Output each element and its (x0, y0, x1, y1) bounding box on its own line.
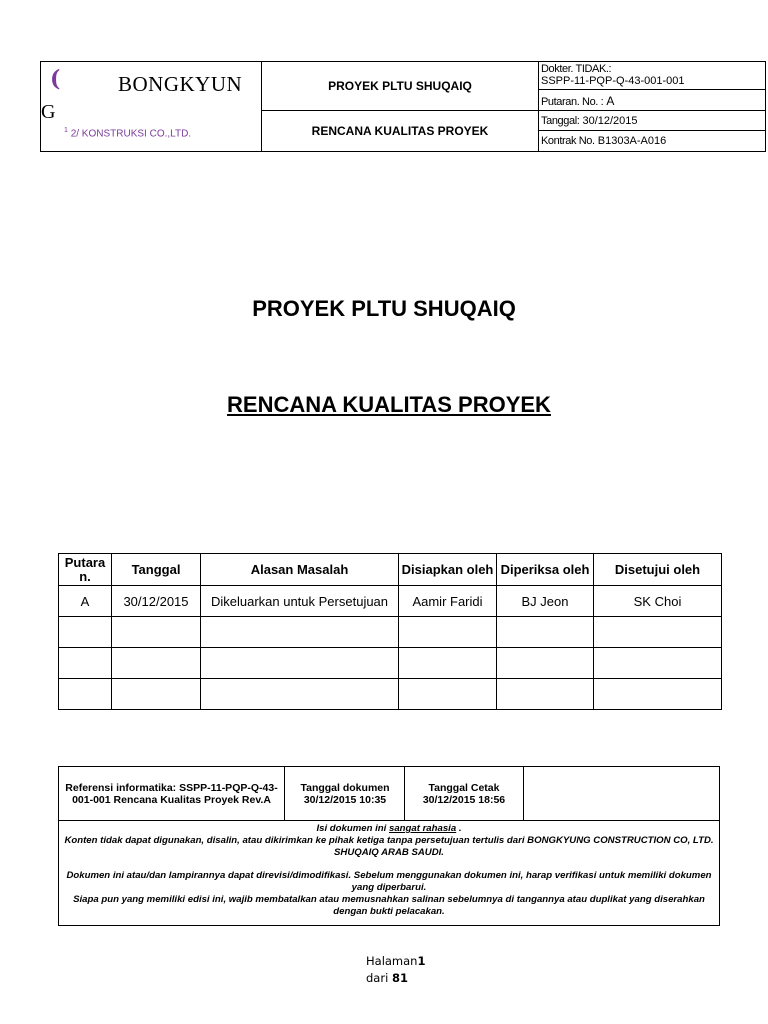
contract-row (539, 132, 765, 151)
page-number: 1 (417, 954, 426, 968)
cell-date (112, 679, 201, 710)
logo-bracket: ( (50, 66, 61, 92)
cell-reason (201, 679, 399, 710)
doc-number-label: Dokter. TIDAK.: (541, 63, 612, 75)
empty-cell (524, 767, 719, 820)
header-plan-title: RENCANA KUALITAS PROYEK (311, 124, 489, 138)
cell-approved: SK Choi (594, 586, 722, 617)
revision-table (58, 553, 722, 710)
page-title: PROYEK PLTU SHUQAIQ (252, 296, 516, 321)
cell-approved (594, 617, 722, 648)
date-row (539, 112, 765, 131)
confidentiality-notes (59, 823, 719, 918)
cell-prepared (399, 648, 497, 679)
print-date-label: Tanggal Cetak (428, 781, 500, 794)
note-prefix: Isi dokumen ini (316, 823, 387, 834)
doc-info-cell (539, 62, 765, 151)
cell-prepared: Aamir Faridi (399, 586, 497, 617)
cell-checked (497, 648, 594, 679)
logo-sub-sup: 1 (64, 127, 68, 134)
table-row (59, 586, 722, 617)
cell-revision (59, 617, 112, 648)
cell-revision (59, 679, 112, 710)
page-label: Halaman (366, 954, 418, 968)
note-usage: Konten tidak dapat digunakan, disalin, atau dikirimkan ke pihak ketiga tanpa persetujuan tertulis dari BONGKYUNG CONSTRUCTION CO, LTD. SHUQAIQ ARAB SAUDI. (64, 835, 714, 858)
print-date-cell (405, 767, 524, 820)
revision-header-row (59, 554, 722, 586)
cell-reason (201, 617, 399, 648)
doc-number-row (539, 62, 765, 90)
print-date-value: 30/12/2015 18:56 (422, 793, 506, 806)
col-header-revision: Putara n. (59, 554, 112, 586)
cell-prepared (399, 617, 497, 648)
doc-date-label: Tanggal dokumen (300, 781, 390, 794)
cell-checked (497, 617, 594, 648)
title-cell (262, 62, 539, 151)
cell-reason (201, 648, 399, 679)
date-label: Tanggal: (541, 115, 580, 127)
note-revision: Dokumen ini atau/dan lampirannya dapat direvisi/dimodifikasi. Sebelum menggunakan dokumen ini, harap verifikasi untuk memiliki dokumen yang diperbarui. (66, 870, 712, 893)
logo-cell (41, 62, 262, 151)
informatics-reference: Referensi informatika: SSPP-11-PQP-Q-43-001-001 Rencana Kualitas Proyek Rev.A (59, 767, 285, 820)
revision-value: A (606, 94, 615, 108)
note-emphasis: sangat rahasia (388, 823, 457, 834)
note-copies: Siapa pun yang memiliki edisi ini, wajib membatalkan atau memusnahkan salinan sebelumnya di tangannya atau duplikat yang diserahkan dengan bukti pelacakan. (73, 894, 705, 917)
cell-revision (59, 648, 112, 679)
logo-sub-text: 2/ KONSTRUKSI CO.,LTD. (70, 128, 192, 140)
doc-number-value: SSPP-11-PQP-Q-43-001-001 (541, 75, 685, 87)
col-header-prepared: Disiapkan oleh (399, 554, 497, 586)
cell-date (112, 648, 201, 679)
page-footer (366, 953, 426, 987)
doc-date-value: 30/12/2015 10:35 (303, 793, 387, 806)
reference-box (58, 766, 720, 926)
cell-approved (594, 679, 722, 710)
col-header-checked: Diperiksa oleh (497, 554, 594, 586)
total-pages: 81 (391, 971, 408, 985)
col-header-approved: Disetujui oleh (594, 554, 722, 586)
header-project-title: PROYEK PLTU SHUQAIQ (262, 62, 538, 111)
col-header-reason: Alasan Masalah (201, 554, 399, 586)
logo-company-name: BONGKYUN (118, 72, 243, 96)
cell-checked (497, 679, 594, 710)
reference-top-row (59, 767, 719, 821)
date-value: 30/12/2015 (582, 115, 638, 127)
cell-date (112, 617, 201, 648)
table-row (59, 679, 722, 710)
revision-row (539, 91, 765, 111)
document-header (40, 61, 766, 152)
cell-approved (594, 648, 722, 679)
revision-label: Putaran. No. : (541, 96, 604, 108)
note-suffix: . (458, 823, 462, 834)
page-indicator (366, 953, 426, 970)
page-total (366, 970, 426, 987)
table-row (59, 617, 722, 648)
contract-label: Kontrak No. (541, 135, 595, 147)
cell-date: 30/12/2015 (112, 586, 201, 617)
doc-date-cell (286, 767, 405, 820)
contract-value: B1303A-A016 (597, 135, 667, 147)
cell-revision: A (59, 586, 112, 617)
col-header-date: Tanggal (112, 554, 201, 586)
table-row (59, 648, 722, 679)
cell-prepared (399, 679, 497, 710)
page-subtitle: RENCANA KUALITAS PROYEK (227, 392, 551, 417)
of-label: dari (366, 971, 389, 985)
logo-company-name-end: G (41, 101, 56, 123)
note-confidential (59, 823, 719, 835)
cell-reason: Dikeluarkan untuk Persetujuan (201, 586, 399, 617)
cell-checked: BJ Jeon (497, 586, 594, 617)
